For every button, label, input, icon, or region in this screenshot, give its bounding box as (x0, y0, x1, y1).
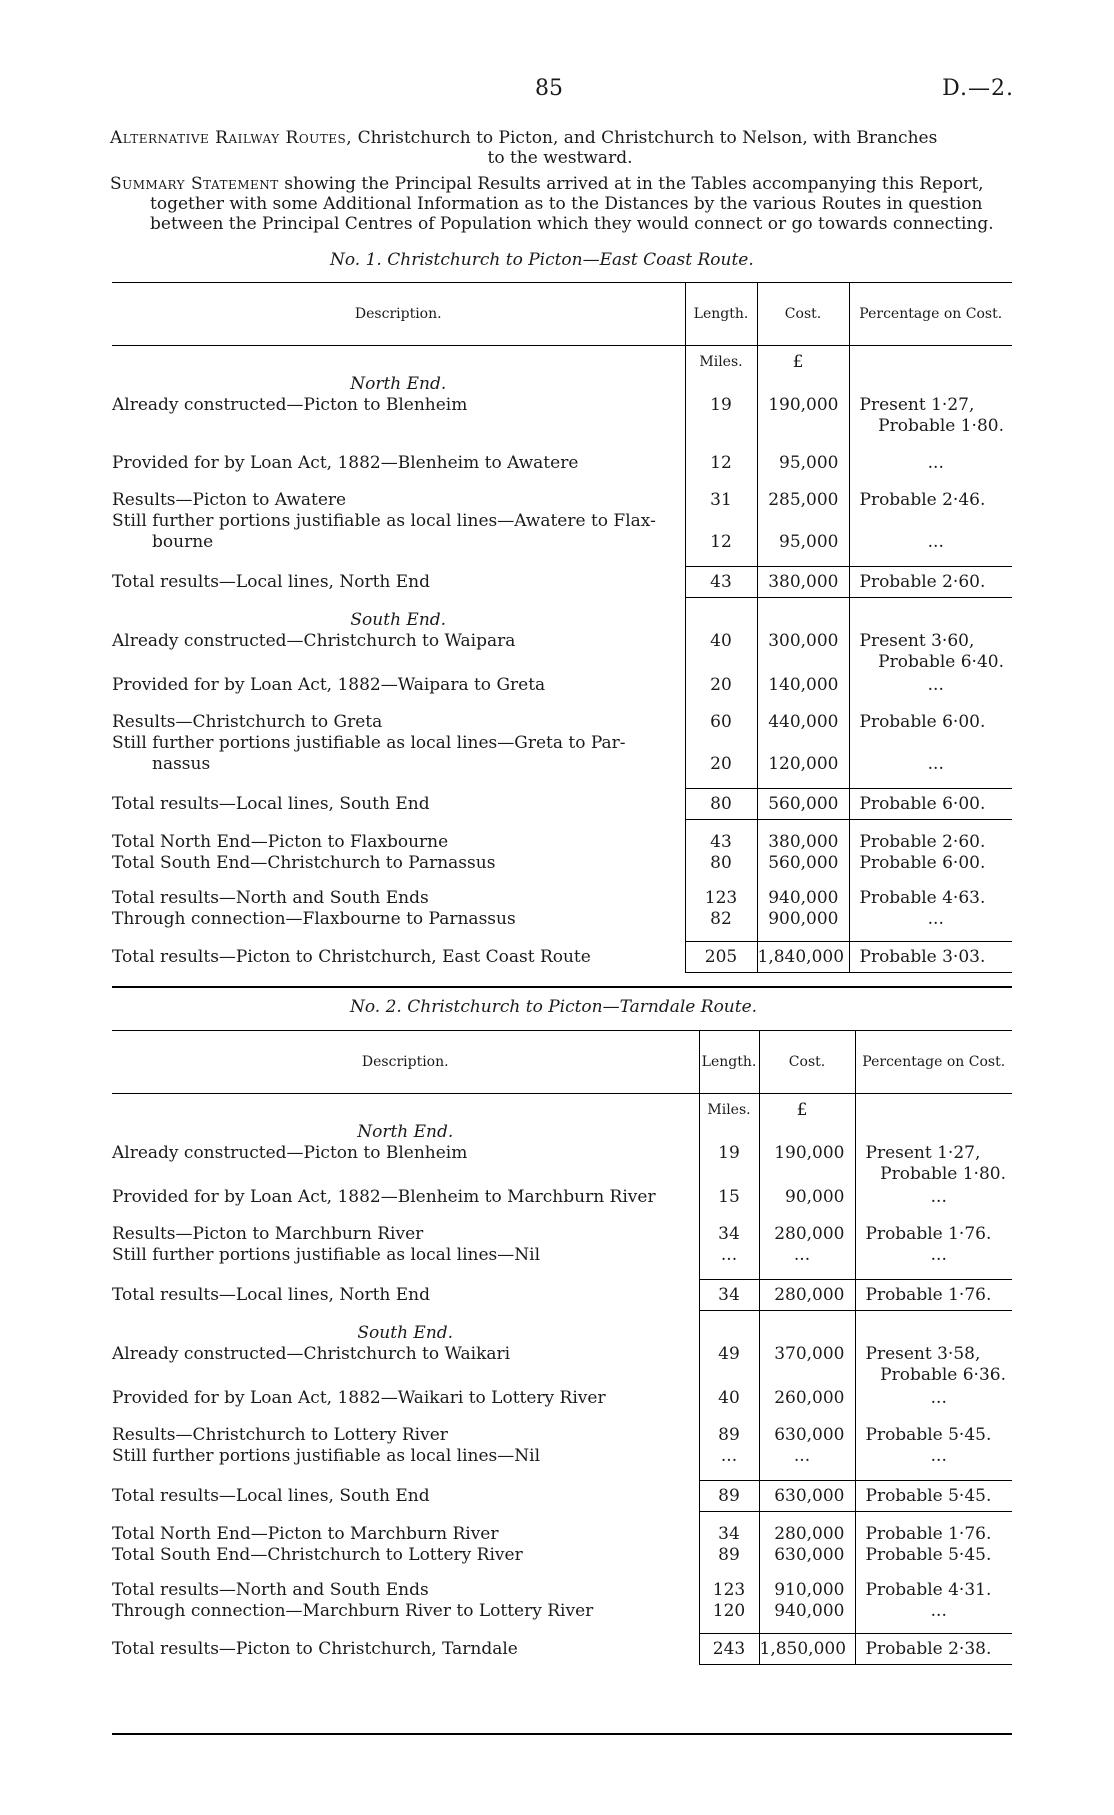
table1-caption: No. 1. Christchurch to Picton—East Coast Route. (330, 250, 754, 270)
page-number: 85 (535, 76, 563, 101)
table1-end-rule (112, 986, 1012, 988)
section-heading: South End. (112, 1323, 1012, 1344)
table-row: Already constructed—Picton to Blenheim 19 190,000 Present 1·27, Probable 1·80. (112, 1143, 1012, 1185)
table-row: Already constructed—Christchurch to Waikari 49 370,000 Present 3·58, Probable 6·36. (112, 1344, 1012, 1386)
table-row: Total results—Local lines, South End 89 630,000 Probable 5·45. (112, 1481, 1012, 1512)
table-row: Already constructed—Christchurch to Waipara 40 300,000 Present 3·60, Probable 6·40. (112, 631, 1012, 673)
table-row: Total results—Local lines, North End 43 380,000 Probable 2·60. (112, 567, 1012, 598)
table-row: Total North End—Picton to Marchburn River 34 280,000 Probable 1·76. (112, 1524, 1012, 1545)
table-row: Still further portions justifiable as local lines—Nil ... ... ... (112, 1245, 1012, 1266)
table-row: Total results—Local lines, South End 80 560,000 Probable 6·00. (112, 789, 1012, 820)
table-tarndale-route (112, 1030, 1012, 1665)
section-heading: North End. (112, 374, 1012, 395)
table-row: Total results—Local lines, North End 34 280,000 Probable 1·76. (112, 1280, 1012, 1311)
col-description: Description. (112, 283, 685, 346)
table-row: Total South End—Christchurch to Lottery River 89 630,000 Probable 5·45. (112, 1545, 1012, 1566)
units-row: Miles. £ (112, 1094, 1012, 1122)
table-east-coast-route (112, 282, 1012, 973)
table-row: Total South End—Christchurch to Parnassus 80 560,000 Probable 6·00. (112, 853, 1012, 874)
table-row: Results—Picton to Awatere 31 285,000 Probable 2·46. (112, 490, 1012, 511)
table-header-row (112, 1031, 1012, 1094)
table-row: Results—Picton to Marchburn River 34 280,000 Probable 1·76. (112, 1224, 1012, 1245)
table-row: Still further portions justifiable as local lines—Awatere to Flax- bourne 12 95,000 ... (112, 511, 1012, 553)
units-row: Miles. £ (112, 346, 1012, 374)
table-row: Still further portions justifiable as local lines—Nil ... ... ... (112, 1446, 1012, 1467)
section-heading: South End. (112, 610, 1012, 631)
table-row: Total results—North and South Ends 123 940,000 Probable 4·63. (112, 888, 1012, 909)
table-row: Total results—Picton to Christchurch, Tarndale 243 1,850,000 Probable 2·38. (112, 1634, 1012, 1665)
table-row: Still further portions justifiable as local lines—Greta to Par- nassus 20 120,000 ... (112, 733, 1012, 775)
table-row: Results—Christchurch to Lottery River 89 630,000 Probable 5·45. (112, 1425, 1012, 1446)
table-row: Results—Christchurch to Greta 60 440,000 Probable 6·00. (112, 712, 1012, 733)
col-length: Length. (685, 283, 757, 346)
table-row: Provided for by Loan Act, 1882—Blenheim to Marchburn River 15 90,000 ... (112, 1187, 1012, 1208)
table-row: Through connection—Flaxbourne to Parnassus 82 900,000 ... (112, 909, 1012, 930)
table-row: Total North End—Picton to Flaxbourne 43 380,000 Probable 2·60. (112, 832, 1012, 853)
section-heading: North End. (112, 1122, 1012, 1143)
heading-title: Alternative Railway Routes, Christchurch to Picton, and Christchurch to Nelson, with Branches to the westward. (110, 128, 938, 168)
table-row: Provided for by Loan Act, 1882—Waikari to Lottery River 40 260,000 ... (112, 1388, 1012, 1409)
table-row: Provided for by Loan Act, 1882—Waipara to Greta 20 140,000 ... (112, 675, 1012, 696)
table-row: Total results—Picton to Christchurch, East Coast Route 205 1,840,000 Probable 3·03. (112, 942, 1012, 973)
table2-caption: No. 2. Christchurch to Picton—Tarndale Route. (350, 997, 758, 1017)
table-row: Total results—North and South Ends 123 910,000 Probable 4·31. (112, 1580, 1012, 1601)
table2-end-rule (112, 1733, 1012, 1735)
col-cost: Cost. (757, 283, 849, 346)
col-cost: Cost. (759, 1031, 855, 1094)
table-row: Through connection—Marchburn River to Lottery River 120 940,000 ... (112, 1601, 1012, 1622)
heading-summary: Summary Statement showing the Principal Results arrived at in the Tables accompanying this Report, together with some Additional Information as to the Distances by the various Routes in question between the Principal Centres of Population which they would connect or go towards connecting. (110, 174, 994, 234)
col-percentage: Percentage on Cost. (855, 1031, 1012, 1094)
table-header-row (112, 283, 1012, 346)
table-row: Provided for by Loan Act, 1882—Blenheim to Awatere 12 95,000 ... (112, 453, 1012, 474)
col-percentage: Percentage on Cost. (849, 283, 1012, 346)
col-length: Length. (699, 1031, 759, 1094)
page-reference: D.—2. (942, 76, 1014, 101)
col-description: Description. (112, 1031, 699, 1094)
table-row: Already constructed—Picton to Blenheim 19 190,000 Present 1·27, Probable 1·80. (112, 395, 1012, 437)
